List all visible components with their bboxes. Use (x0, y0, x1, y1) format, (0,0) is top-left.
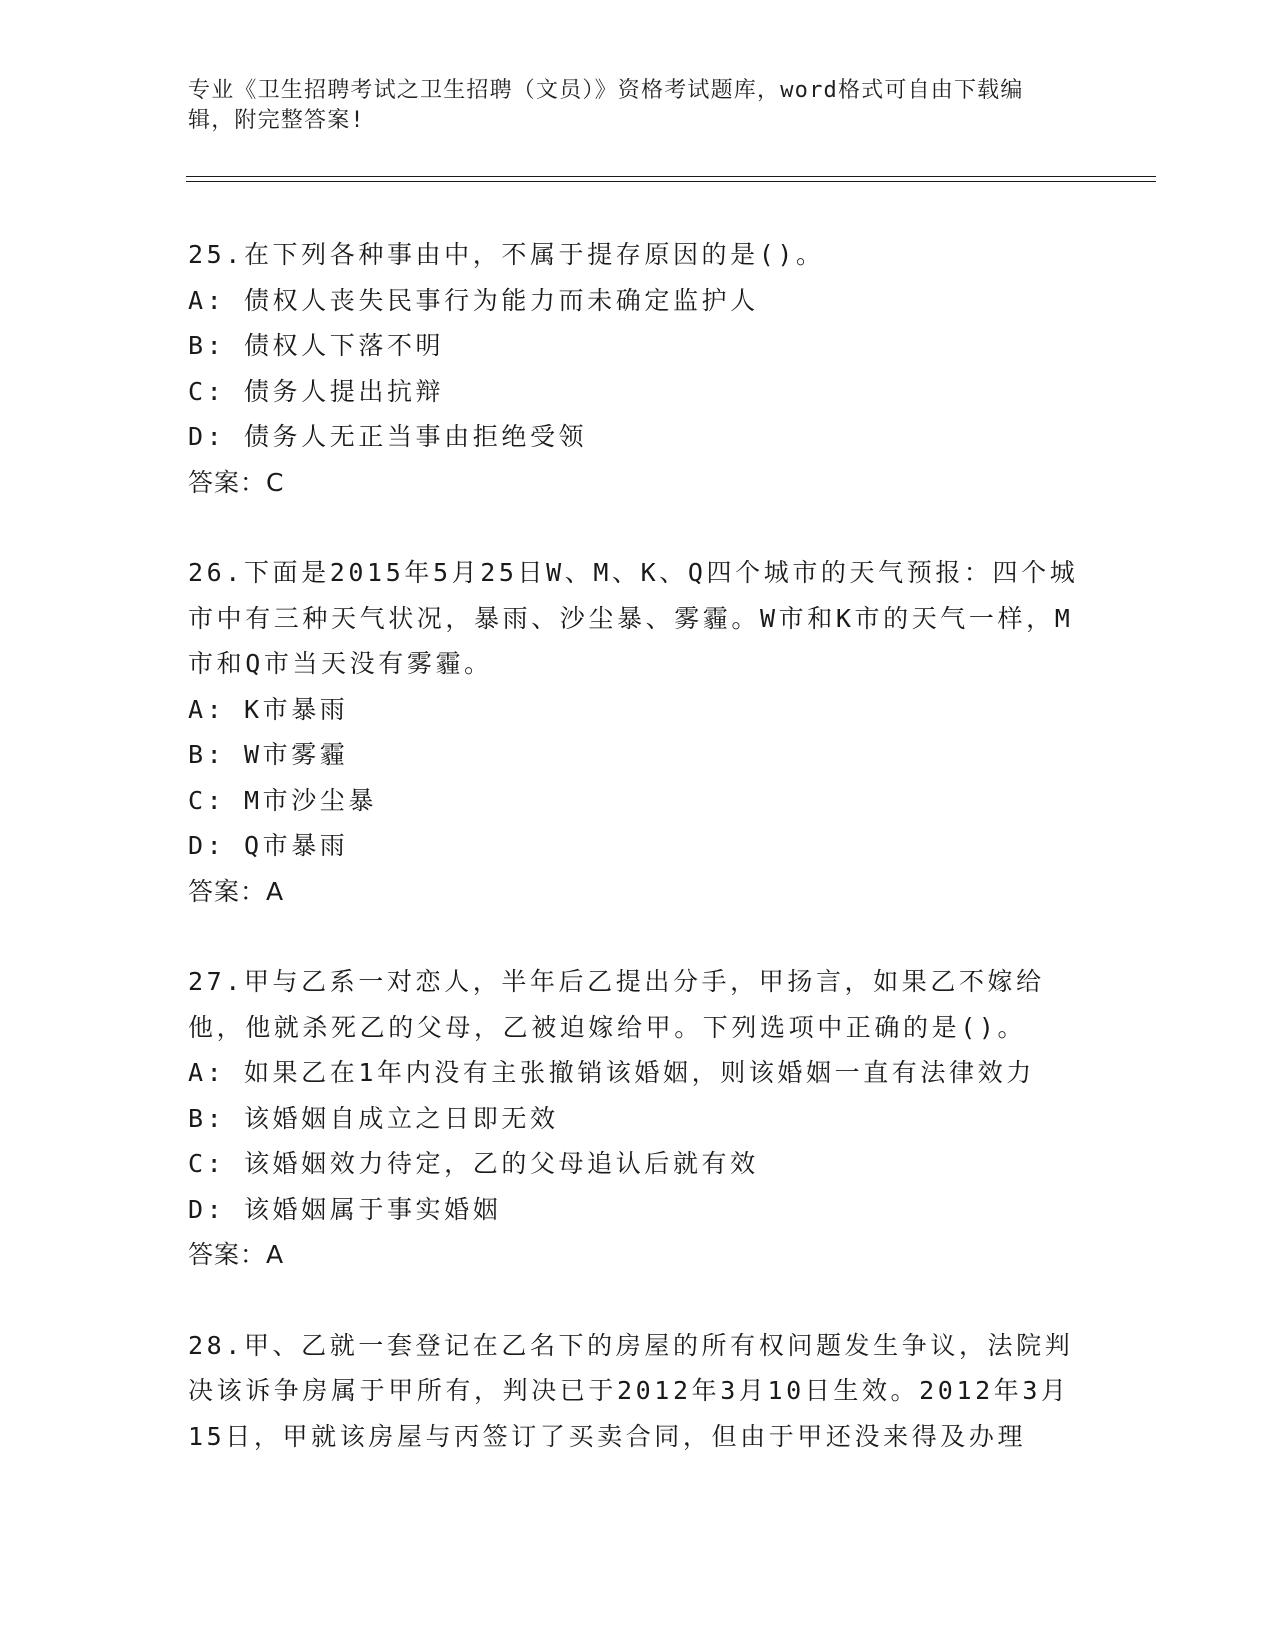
question-27 (188, 959, 1088, 1278)
question-stem: 27.甲与乙系一对恋人，半年后乙提出分手，甲扬言，如果乙不嫁给他，他就杀死乙的父母，乙被迫嫁给甲。下列选项中正确的是()。 (188, 967, 1045, 1042)
question-stem: 26.下面是2015年5月25日W、M、K、Q四个城市的天气预报：四个城市中有三种天气状况，暴雨、沙尘暴、雾霾。W市和K市的天气一样，M市和Q市当天没有雾霾。 (188, 558, 1079, 678)
header-divider-top (186, 176, 1156, 177)
option-c: C: 该婚姻效力待定，乙的父母追认后就有效 (188, 1149, 759, 1178)
option-b: B: 债权人下落不明 (188, 331, 445, 360)
header-divider-bottom (186, 181, 1156, 182)
question-25 (188, 232, 1088, 505)
question-list (188, 232, 1088, 1504)
option-b: B: W市雾霾 (188, 740, 349, 769)
option-d: D: Q市暴雨 (188, 831, 349, 860)
option-c: C: 债务人提出抗辩 (188, 376, 445, 406)
answer-label: 答案：A (188, 876, 285, 906)
question-stem: 28.甲、乙就一套登记在乙名下的房屋的所有权问题发生争议，法院判决该诉争房属于甲所有，判决已于2012年3月10日生效。2012年3月15日，甲就该房屋与丙签订了买卖合同，但由于甲还没来得及办理 (188, 1330, 1074, 1451)
answer-label: 答案：A (188, 1240, 285, 1269)
question-stem: 25.在下列各种事由中，不属于提存原因的是()。 (188, 240, 825, 269)
question-28 (188, 1323, 1088, 1460)
answer-label: 答案：C (188, 467, 285, 497)
option-b: B: 该婚姻自成立之日即无效 (188, 1103, 559, 1133)
question-26 (188, 550, 1088, 914)
page-header: 专业《卫生招聘考试之卫生招聘（文员）》资格考试题库，word格式可自由下载编辑，附完整答案! (188, 78, 1024, 133)
option-a: A: 债权人丧失民事行为能力而未确定监护人 (188, 285, 759, 315)
option-c: C: M市沙尘暴 (188, 785, 378, 815)
option-a: A: K市暴雨 (188, 694, 349, 724)
option-d: D: 债务人无正当事由拒绝受领 (188, 422, 588, 451)
option-a: A: 如果乙在1年内没有主张撤销该婚姻，则该婚姻一直有法律效力 (188, 1058, 1035, 1087)
option-d: D: 该婚姻属于事实婚姻 (188, 1194, 502, 1224)
